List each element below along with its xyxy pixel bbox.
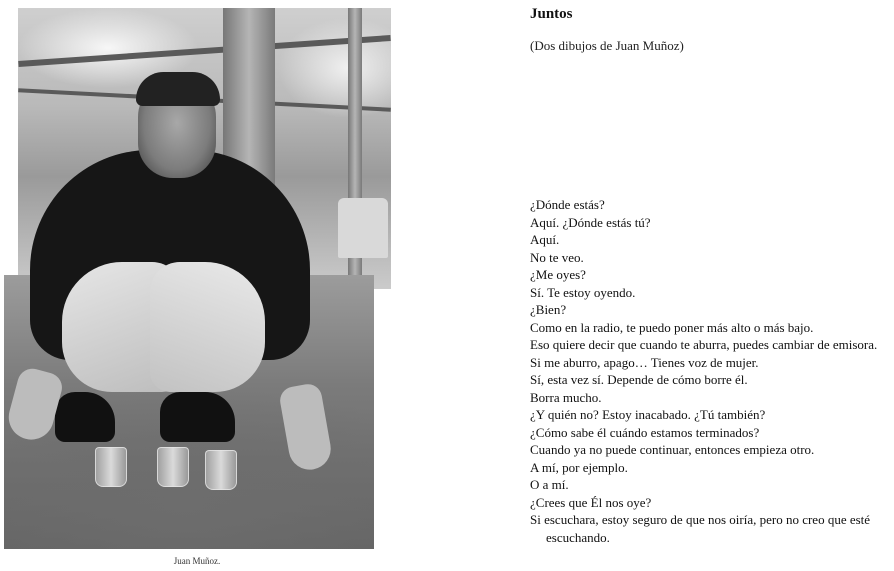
dialogue-line: ¿Bien? <box>530 302 567 317</box>
dialogue-line: Si escuchara, estoy seguro de que nos oiría, pero no creo que esté escuchando. <box>530 512 871 545</box>
dialogue-line: Aquí. <box>530 232 560 247</box>
dialogue-line: ¿Cómo sabe él cuándo estamos terminados? <box>530 424 760 440</box>
poem-title: Juntos <box>530 6 573 22</box>
background-chair <box>338 198 388 258</box>
dialogue-line: Si me aburro, apago… Tienes voz de mujer. <box>530 354 759 370</box>
dialogue-line: Sí, esta vez sí. Depende de cómo borre él. <box>530 372 748 387</box>
dialogue-line: Como en la radio, te puedo poner más alto o más bajo. <box>530 319 814 335</box>
person-hair <box>136 72 220 106</box>
poem-subtitle: (Dos dibujos de Juan Muñoz) <box>530 38 684 53</box>
dialogue-line: ¿Y quién no? Estoy inacabado. ¿Tú también? <box>530 407 766 422</box>
dialogue-line: A mí, por ejemplo. <box>530 459 628 475</box>
dialogue-line: No te veo. <box>530 249 584 265</box>
ceiling-beam <box>18 35 391 67</box>
dialogue-line: ¿Me oyes? <box>530 267 586 282</box>
dialogue-line: ¿Dónde estás? <box>530 197 605 212</box>
photo-caption: Juan Muñoz. <box>173 556 221 566</box>
dialogue-line: Sí. Te estoy oyendo. <box>530 284 636 300</box>
person-right-leg <box>150 262 265 392</box>
poem-dialogue <box>530 196 892 546</box>
dialogue-line: O a mí. <box>530 477 569 492</box>
dialogue-line: Eso quiere decir que cuando te aburra, puedes cambiar de emisora. <box>530 337 878 352</box>
dialogue-line: Cuando ya no puede continuar, entonces empieza otro. <box>530 442 815 457</box>
dialogue-line: Borra mucho. <box>530 389 602 405</box>
glass-cup <box>205 450 237 490</box>
glass-cup <box>157 447 189 487</box>
dialogue-line: ¿Crees que Él nos oye? <box>530 494 652 510</box>
person-right-shoe <box>160 392 235 442</box>
dialogue-line: Aquí. ¿Dónde estás tú? <box>530 214 651 230</box>
glass-cup <box>95 447 127 487</box>
